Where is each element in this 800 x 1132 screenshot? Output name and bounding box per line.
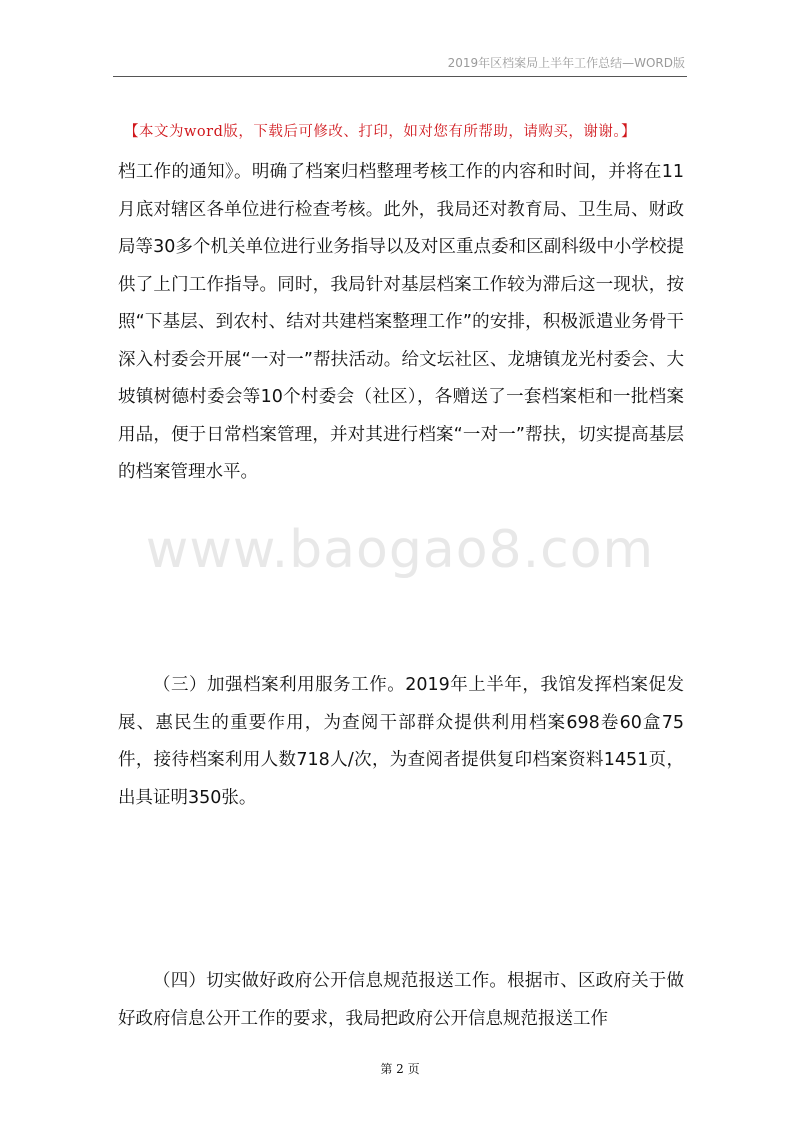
page-header-title: 2019年区档案局上半年工作总结—WORD版 xyxy=(447,56,685,70)
purchase-notice: 【本文为word版，下载后可修改、打印，如对您有所帮助，请购买，谢谢。】 xyxy=(124,124,637,140)
body-paragraph-1: 档工作的通知》。明确了档案归档整理考核工作的内容和时间，并将在11月底对辖区各单位进行检查考核。此外，我局还对教育局、卫生局、财政局等30多个机关单位进行业务指导以及对区重点委和区副科级中小学校提供了上门工作指导。同时，我局针对基层档案工作较为滞后这一现状，按照“下基层、到农村、结对共建档案整理工作”的安排，积极派遣业务骨干深入村委会开展“一对一”帮扶活动。给文坛社区、龙塘镇龙光村委会、大坡镇树德村委会等10个村委会（社区），各赠送了一套档案柜和一批档案用品，便于日常档案管理，并对其进行档案“一对一”帮扶，切实提高基层的档案管理水平。 xyxy=(118,162,684,482)
page-number: 第 2 页 xyxy=(380,1062,420,1076)
body-paragraph-3: （四）切实做好政府公开信息规范报送工作。根据市、区政府关于做好政府信息公开工作的要求，我局把政府公开信息规范报送工作 xyxy=(118,971,684,1029)
watermark: www.baogao8.com xyxy=(145,520,655,580)
header-divider xyxy=(113,76,687,77)
body-paragraph-2: （三）加强档案利用服务工作。2019年上半年，我馆发挥档案促发展、惠民生的重要作用，为查阅干部群众提供利用档案698卷60盒75件，接待档案利用人数718人/次，为查阅者提供复印档案资料1451页，出具证明350张。 xyxy=(118,675,684,808)
